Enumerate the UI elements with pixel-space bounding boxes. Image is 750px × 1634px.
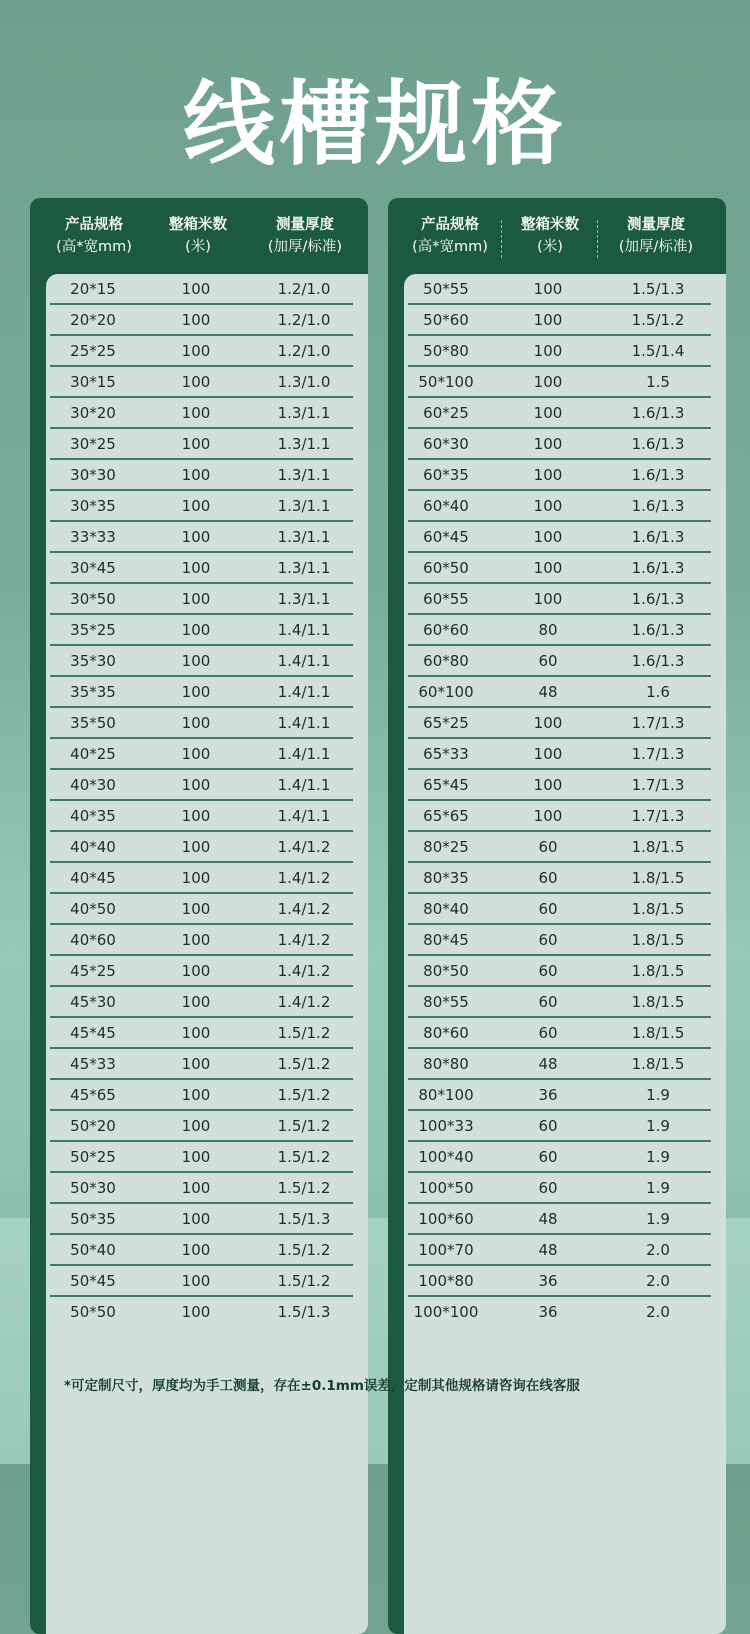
spec-cell: 20*15 xyxy=(70,280,116,298)
spec-cell: 35*30 xyxy=(70,652,116,670)
spec-cell: 80*35 xyxy=(423,869,469,887)
meters-cell: 100 xyxy=(181,528,211,546)
thickness-cell: 1.8/1.5 xyxy=(631,931,685,949)
table-row xyxy=(404,1080,726,1111)
thickness-cell: 1.5/1.3 xyxy=(277,1303,331,1321)
table-row xyxy=(46,305,368,336)
thickness-cell: 2.0 xyxy=(646,1303,670,1321)
meters-cell: 100 xyxy=(181,590,211,608)
thickness-cell: 1.6/1.3 xyxy=(631,559,685,577)
spec-cell: 50*60 xyxy=(423,311,469,329)
spec-cell: 100*40 xyxy=(418,1148,474,1166)
table-row xyxy=(46,367,368,398)
table-row xyxy=(404,491,726,522)
spec-cell: 60*100 xyxy=(418,683,474,701)
thickness-cell: 1.2/1.0 xyxy=(277,342,331,360)
meters-cell: 100 xyxy=(533,528,563,546)
spec-cell: 80*80 xyxy=(423,1055,469,1073)
table-row xyxy=(404,1018,726,1049)
spec-cell: 100*100 xyxy=(413,1303,479,1321)
thickness-cell: 1.3/1.1 xyxy=(277,435,331,453)
thickness-cell: 1.5/1.2 xyxy=(277,1086,331,1104)
thickness-cell: 1.9 xyxy=(646,1179,670,1197)
table-row xyxy=(46,1204,368,1235)
table-row xyxy=(46,1297,368,1328)
thickness-cell: 1.5/1.2 xyxy=(277,1117,331,1135)
thickness-cell: 1.5/1.2 xyxy=(277,1024,331,1042)
table-row xyxy=(404,801,726,832)
spec-cell: 65*45 xyxy=(423,776,469,794)
table-row xyxy=(46,429,368,460)
meters-cell: 60 xyxy=(538,869,558,887)
header-spec: 产品规格 (高*宽mm) xyxy=(56,217,132,255)
thickness-cell: 1.4/1.1 xyxy=(277,652,331,670)
thickness-cell: 1.6/1.3 xyxy=(631,466,685,484)
meters-cell: 60 xyxy=(538,652,558,670)
spec-cell: 45*33 xyxy=(70,1055,116,1073)
thickness-cell: 1.9 xyxy=(646,1148,670,1166)
thickness-cell: 1.6/1.3 xyxy=(631,621,685,639)
spec-cell: 100*60 xyxy=(418,1210,474,1228)
table-row xyxy=(46,677,368,708)
table-row xyxy=(404,522,726,553)
page-title: 线槽规格 xyxy=(182,71,567,178)
meters-cell: 100 xyxy=(181,280,211,298)
thickness-cell: 1.4/1.1 xyxy=(277,776,331,794)
header-meters: 整箱米数 (米) xyxy=(521,217,579,255)
thickness-cell: 1.3/1.1 xyxy=(277,497,331,515)
thickness-cell: 1.4/1.2 xyxy=(277,838,331,856)
meters-cell: 60 xyxy=(538,900,558,918)
table-row xyxy=(404,739,726,770)
meters-cell: 60 xyxy=(538,931,558,949)
spec-cell: 35*25 xyxy=(70,621,116,639)
thickness-cell: 1.5 xyxy=(646,373,670,391)
spec-cell: 30*30 xyxy=(70,466,116,484)
thickness-cell: 1.4/1.2 xyxy=(277,931,331,949)
thickness-cell: 1.8/1.5 xyxy=(631,962,685,980)
thickness-cell: 1.6 xyxy=(646,683,670,701)
table-row xyxy=(404,646,726,677)
spec-cell: 60*80 xyxy=(423,652,469,670)
spec-cell: 30*25 xyxy=(70,435,116,453)
spec-cell: 45*25 xyxy=(70,962,116,980)
spec-cell: 80*40 xyxy=(423,900,469,918)
table-body xyxy=(404,274,726,1634)
thickness-cell: 1.9 xyxy=(646,1086,670,1104)
table-row xyxy=(404,677,726,708)
meters-cell: 100 xyxy=(181,900,211,918)
header-thickness: 测量厚度 (加厚/标准) xyxy=(267,217,343,255)
thickness-cell: 1.5/1.2 xyxy=(277,1241,331,1259)
thickness-cell: 1.4/1.2 xyxy=(277,962,331,980)
meters-cell: 100 xyxy=(533,373,563,391)
thickness-cell: 1.4/1.1 xyxy=(277,683,331,701)
meters-cell: 60 xyxy=(538,1148,558,1166)
spec-cell: 30*35 xyxy=(70,497,116,515)
footnote: *可定制尺寸，厚度均为手工测量，存在±0.1mm误差，定制其他规格请咨询在线客服 xyxy=(64,1378,580,1394)
table-row xyxy=(46,398,368,429)
spec-cell: 40*45 xyxy=(70,869,116,887)
spec-cell: 100*33 xyxy=(418,1117,474,1135)
spec-cell: 65*25 xyxy=(423,714,469,732)
meters-cell: 100 xyxy=(181,1179,211,1197)
meters-cell: 100 xyxy=(181,435,211,453)
table-row xyxy=(46,646,368,677)
spec-cell: 50*50 xyxy=(70,1303,116,1321)
table-row xyxy=(46,1018,368,1049)
table-header xyxy=(388,198,726,274)
meters-cell: 100 xyxy=(533,466,563,484)
meters-cell: 100 xyxy=(181,1086,211,1104)
spec-cell: 50*55 xyxy=(423,280,469,298)
spec-cell: 80*50 xyxy=(423,962,469,980)
meters-cell: 100 xyxy=(181,962,211,980)
meters-cell: 60 xyxy=(538,1179,558,1197)
spec-cell: 80*45 xyxy=(423,931,469,949)
spec-cell: 80*60 xyxy=(423,1024,469,1042)
meters-cell: 100 xyxy=(533,714,563,732)
spec-cell: 50*100 xyxy=(418,373,474,391)
spec-cell: 35*50 xyxy=(70,714,116,732)
spec-cell: 50*20 xyxy=(70,1117,116,1135)
table-row xyxy=(46,491,368,522)
meters-cell: 36 xyxy=(538,1303,558,1321)
table-row xyxy=(46,739,368,770)
spec-cell: 25*25 xyxy=(70,342,116,360)
spec-cell: 50*30 xyxy=(70,1179,116,1197)
spec-cell: 65*65 xyxy=(423,807,469,825)
thickness-cell: 1.5/1.2 xyxy=(277,1055,331,1073)
thickness-cell: 1.3/1.1 xyxy=(277,590,331,608)
table-row xyxy=(46,956,368,987)
thickness-cell: 1.4/1.2 xyxy=(277,869,331,887)
table-row xyxy=(46,894,368,925)
thickness-cell: 1.6/1.3 xyxy=(631,528,685,546)
table-row xyxy=(404,1111,726,1142)
table-row xyxy=(46,1111,368,1142)
thickness-cell: 1.3/1.1 xyxy=(277,466,331,484)
table-row xyxy=(46,1173,368,1204)
meters-cell: 100 xyxy=(533,311,563,329)
table-row xyxy=(404,274,726,305)
spec-cell: 30*15 xyxy=(70,373,116,391)
table-row xyxy=(46,801,368,832)
thickness-cell: 1.8/1.5 xyxy=(631,1055,685,1073)
spec-cell: 40*60 xyxy=(70,931,116,949)
thickness-cell: 1.5/1.2 xyxy=(277,1179,331,1197)
spec-cell: 50*45 xyxy=(70,1272,116,1290)
spec-cell: 60*30 xyxy=(423,435,469,453)
meters-cell: 100 xyxy=(181,745,211,763)
thickness-cell: 1.6/1.3 xyxy=(631,435,685,453)
meters-cell: 60 xyxy=(538,838,558,856)
table-row xyxy=(46,770,368,801)
table-row xyxy=(404,398,726,429)
meters-cell: 100 xyxy=(533,776,563,794)
spec-cell: 80*25 xyxy=(423,838,469,856)
thickness-cell: 1.4/1.1 xyxy=(277,714,331,732)
header-meters: 整箱米数 (米) xyxy=(169,217,227,255)
spec-cell: 35*35 xyxy=(70,683,116,701)
thickness-cell: 2.0 xyxy=(646,1272,670,1290)
meters-cell: 100 xyxy=(533,559,563,577)
meters-cell: 100 xyxy=(181,1117,211,1135)
spec-cell: 30*45 xyxy=(70,559,116,577)
thickness-cell: 1.4/1.2 xyxy=(277,900,331,918)
table-row xyxy=(46,863,368,894)
spec-cell: 30*20 xyxy=(70,404,116,422)
thickness-cell: 1.5/1.2 xyxy=(631,311,685,329)
table-row xyxy=(404,305,726,336)
meters-cell: 100 xyxy=(181,993,211,1011)
table-row xyxy=(46,615,368,646)
spec-cell: 50*35 xyxy=(70,1210,116,1228)
spec-cell: 100*80 xyxy=(418,1272,474,1290)
thickness-cell: 1.2/1.0 xyxy=(277,311,331,329)
table-row xyxy=(46,1080,368,1111)
spec-cell: 60*55 xyxy=(423,590,469,608)
spec-cell: 60*60 xyxy=(423,621,469,639)
table-row xyxy=(404,553,726,584)
thickness-cell: 1.8/1.5 xyxy=(631,900,685,918)
spec-cell: 50*25 xyxy=(70,1148,116,1166)
meters-cell: 100 xyxy=(181,311,211,329)
spec-cell: 40*50 xyxy=(70,900,116,918)
thickness-cell: 1.6/1.3 xyxy=(631,404,685,422)
table-row xyxy=(404,863,726,894)
thickness-cell: 1.6/1.3 xyxy=(631,652,685,670)
meters-cell: 48 xyxy=(538,1210,558,1228)
table-row xyxy=(46,274,368,305)
table-row xyxy=(404,1204,726,1235)
meters-cell: 100 xyxy=(181,373,211,391)
meters-cell: 100 xyxy=(181,931,211,949)
thickness-cell: 1.9 xyxy=(646,1117,670,1135)
thickness-cell: 1.3/1.1 xyxy=(277,559,331,577)
thickness-cell: 1.5/1.3 xyxy=(277,1210,331,1228)
table-row xyxy=(404,708,726,739)
meters-cell: 36 xyxy=(538,1086,558,1104)
spec-cell: 50*80 xyxy=(423,342,469,360)
thickness-cell: 1.5/1.2 xyxy=(277,1272,331,1290)
meters-cell: 48 xyxy=(538,683,558,701)
meters-cell: 100 xyxy=(181,1024,211,1042)
meters-cell: 100 xyxy=(181,1210,211,1228)
header-thickness: 测量厚度 (加厚/标准) xyxy=(618,217,694,255)
table-row xyxy=(46,584,368,615)
meters-cell: 100 xyxy=(533,280,563,298)
spec-cell: 50*40 xyxy=(70,1241,116,1259)
meters-cell: 100 xyxy=(181,497,211,515)
table-row xyxy=(404,1266,726,1297)
spec-cell: 45*65 xyxy=(70,1086,116,1104)
meters-cell: 100 xyxy=(181,1272,211,1290)
meters-cell: 100 xyxy=(181,466,211,484)
spec-cell: 45*45 xyxy=(70,1024,116,1042)
table-row xyxy=(404,1142,726,1173)
table-row xyxy=(46,1235,368,1266)
table-row xyxy=(404,336,726,367)
spec-table-left xyxy=(30,198,368,1634)
spec-cell: 40*40 xyxy=(70,838,116,856)
table-row xyxy=(404,367,726,398)
thickness-cell: 1.7/1.3 xyxy=(631,745,685,763)
table-row xyxy=(404,1297,726,1328)
meters-cell: 60 xyxy=(538,1117,558,1135)
table-row xyxy=(46,1142,368,1173)
meters-cell: 60 xyxy=(538,993,558,1011)
thickness-cell: 1.9 xyxy=(646,1210,670,1228)
meters-cell: 100 xyxy=(181,869,211,887)
spec-cell: 60*35 xyxy=(423,466,469,484)
meters-cell: 100 xyxy=(181,714,211,732)
meters-cell: 100 xyxy=(533,435,563,453)
spec-table-right xyxy=(388,198,726,1634)
spec-cell: 40*30 xyxy=(70,776,116,794)
meters-cell: 100 xyxy=(181,1303,211,1321)
meters-cell: 60 xyxy=(538,962,558,980)
meters-cell: 100 xyxy=(181,838,211,856)
table-row xyxy=(404,584,726,615)
table-row xyxy=(46,522,368,553)
table-row xyxy=(404,770,726,801)
table-header xyxy=(30,198,368,274)
header-spec: 产品规格 (高*宽mm) xyxy=(412,217,488,255)
thickness-cell: 1.8/1.5 xyxy=(631,1024,685,1042)
meters-cell: 100 xyxy=(533,342,563,360)
thickness-cell: 1.3/1.0 xyxy=(277,373,331,391)
table-row xyxy=(404,987,726,1018)
meters-cell: 36 xyxy=(538,1272,558,1290)
thickness-cell: 1.7/1.3 xyxy=(631,714,685,732)
thickness-cell: 1.4/1.2 xyxy=(277,993,331,1011)
table-row xyxy=(46,336,368,367)
meters-cell: 100 xyxy=(181,1055,211,1073)
spec-cell: 30*50 xyxy=(70,590,116,608)
spec-cell: 60*45 xyxy=(423,528,469,546)
meters-cell: 100 xyxy=(181,559,211,577)
table-body xyxy=(46,274,368,1634)
table-row xyxy=(46,1266,368,1297)
table-row xyxy=(46,832,368,863)
thickness-cell: 1.5/1.3 xyxy=(631,280,685,298)
meters-cell: 100 xyxy=(533,497,563,515)
thickness-cell: 1.8/1.5 xyxy=(631,869,685,887)
spec-cell: 80*100 xyxy=(418,1086,474,1104)
spec-cell: 100*70 xyxy=(418,1241,474,1259)
table-row xyxy=(404,894,726,925)
thickness-cell: 2.0 xyxy=(646,1241,670,1259)
spec-cell: 40*35 xyxy=(70,807,116,825)
thickness-cell: 1.8/1.5 xyxy=(631,838,685,856)
meters-cell: 100 xyxy=(181,621,211,639)
meters-cell: 48 xyxy=(538,1241,558,1259)
meters-cell: 100 xyxy=(533,404,563,422)
thickness-cell: 1.3/1.1 xyxy=(277,528,331,546)
table-row xyxy=(404,429,726,460)
spec-cell: 40*25 xyxy=(70,745,116,763)
table-row xyxy=(404,925,726,956)
table-row xyxy=(46,987,368,1018)
table-row xyxy=(46,708,368,739)
meters-cell: 48 xyxy=(538,1055,558,1073)
table-row xyxy=(404,956,726,987)
spec-cell: 33*33 xyxy=(70,528,116,546)
table-row xyxy=(46,1049,368,1080)
table-row xyxy=(46,925,368,956)
meters-cell: 100 xyxy=(533,590,563,608)
meters-cell: 100 xyxy=(533,807,563,825)
spec-cell: 60*40 xyxy=(423,497,469,515)
table-row xyxy=(404,460,726,491)
thickness-cell: 1.4/1.1 xyxy=(277,621,331,639)
spec-cell: 80*55 xyxy=(423,993,469,1011)
meters-cell: 100 xyxy=(181,1241,211,1259)
table-row xyxy=(404,832,726,863)
thickness-cell: 1.5/1.4 xyxy=(631,342,685,360)
table-row xyxy=(404,1049,726,1080)
meters-cell: 100 xyxy=(181,683,211,701)
spec-cell: 60*25 xyxy=(423,404,469,422)
thickness-cell: 1.4/1.1 xyxy=(277,745,331,763)
meters-cell: 100 xyxy=(181,652,211,670)
spec-cell: 20*20 xyxy=(70,311,116,329)
meters-cell: 80 xyxy=(538,621,558,639)
table-row xyxy=(404,615,726,646)
spec-cell: 100*50 xyxy=(418,1179,474,1197)
thickness-cell: 1.3/1.1 xyxy=(277,404,331,422)
spec-cell: 60*50 xyxy=(423,559,469,577)
table-row xyxy=(46,460,368,491)
table-row xyxy=(404,1173,726,1204)
thickness-cell: 1.7/1.3 xyxy=(631,776,685,794)
meters-cell: 100 xyxy=(181,404,211,422)
meters-cell: 60 xyxy=(538,1024,558,1042)
thickness-cell: 1.5/1.2 xyxy=(277,1148,331,1166)
spec-cell: 45*30 xyxy=(70,993,116,1011)
meters-cell: 100 xyxy=(533,745,563,763)
table-row xyxy=(46,553,368,584)
meters-cell: 100 xyxy=(181,342,211,360)
thickness-cell: 1.6/1.3 xyxy=(631,497,685,515)
thickness-cell: 1.2/1.0 xyxy=(277,280,331,298)
thickness-cell: 1.4/1.1 xyxy=(277,807,331,825)
meters-cell: 100 xyxy=(181,807,211,825)
thickness-cell: 1.6/1.3 xyxy=(631,590,685,608)
spec-cell: 65*33 xyxy=(423,745,469,763)
thickness-cell: 1.7/1.3 xyxy=(631,807,685,825)
thickness-cell: 1.8/1.5 xyxy=(631,993,685,1011)
meters-cell: 100 xyxy=(181,776,211,794)
table-row xyxy=(404,1235,726,1266)
meters-cell: 100 xyxy=(181,1148,211,1166)
